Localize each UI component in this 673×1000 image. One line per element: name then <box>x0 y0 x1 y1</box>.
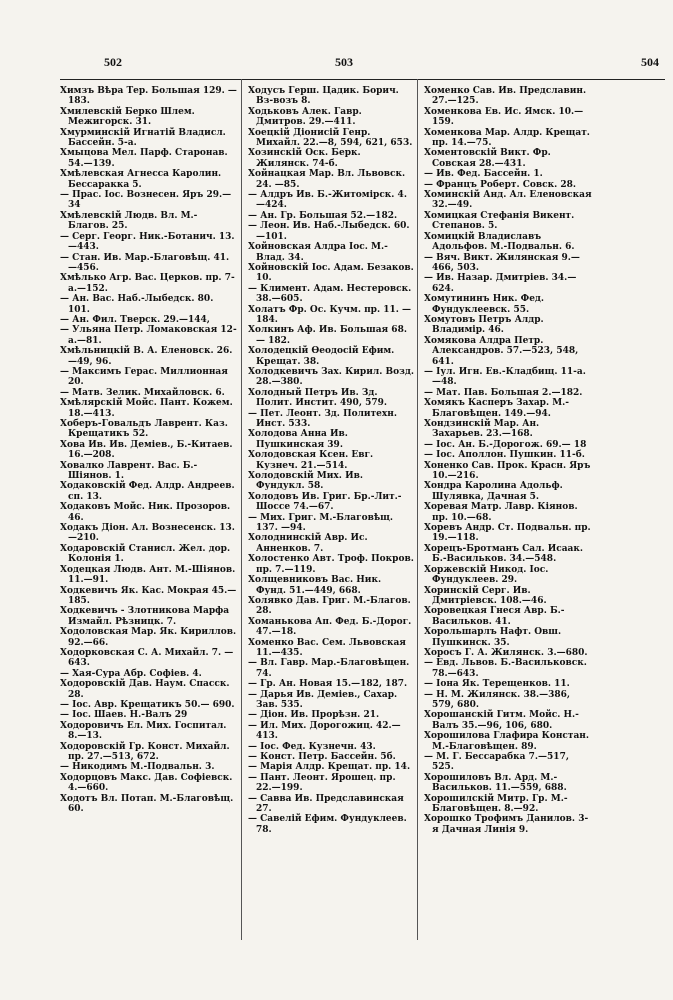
directory-entry: Ходоровскій Гр. Конст. Михайл. пр. 27.—513, 672. <box>60 741 230 762</box>
directory-entry: — Прас. Іос. Вознесен. Яръ 29.—34 <box>60 190 232 211</box>
directory-entry: — Хая-Сура Абр. Софіев. 4. <box>60 668 202 679</box>
directory-entry: Хорошко Трофимъ Данилов. 3-я Дачная Линія 9. <box>424 814 589 835</box>
directory-entry: Ходоловская Мар. Як. Кириллов. 92.—66. <box>60 627 237 648</box>
directory-entry: — Іос. Фед. Кузнечн. 43. <box>248 741 376 752</box>
directory-entry: — Стан. Ив. Мар.-Благовѣщ. 41.—456. <box>60 252 230 273</box>
directory-entry: Ходорковская С. А. Михайл. 7. —643. <box>60 647 234 669</box>
directory-entry: Ховалко Лаврент. Вас. Б.-Шіянов. 1. <box>60 460 198 482</box>
directory-entry: Хозинскій Оск. Берк. Жилянск. 74-б. <box>248 148 361 169</box>
directory-entry: Хорошилова Глафира Констан. М.-Благовѣщен. 89. <box>424 731 590 752</box>
directory-entry: — Мих. Григ. М.-Благовѣщ. 137. —94. <box>248 512 394 534</box>
directory-entry: Хомицкая Стефанія Викент. Степанов. 5. <box>424 210 575 232</box>
directory-entry: Ходусъ Герш. Цадик. Борич. Вз-возъ 8. <box>248 86 399 107</box>
directory-entry: Хоненко Сав. Прок. Красн. Яръ 10.—216. <box>424 460 591 482</box>
column-center <box>248 86 414 946</box>
directory-entry: Хорольшарлъ Нафт. Овш. Пушкинск. 35. <box>424 627 562 648</box>
directory-entry: Холодецкій Ѳеодосій Ефим. Крещат. 38. <box>248 346 395 367</box>
directory-entry: Хмѣлько Агр. Вас. Церков. пр. 7-а.—152. <box>60 273 235 294</box>
directory-entry: Ходотъ Вл. Потап. М.-Благовѣщ. 60. <box>60 793 234 815</box>
directory-entry: Хорошилскій Митр. Гр. М.-Благовѣщен. 8.—92. <box>424 793 568 815</box>
directory-entry: Хмыцова Мел. Парф. Старонав. 54.—139. <box>60 148 228 169</box>
directory-entry: — Францъ Роберт. Совск. 28. <box>424 179 577 190</box>
header-rule <box>60 79 665 80</box>
directory-entry: Хомякъ Касперъ Захар. М.-Благовѣщен. 149.—94. <box>424 398 570 419</box>
directory-entry: — Вяч. Викт. Жилянская 9.— 466, 503. <box>424 252 580 273</box>
directory-entry: Хоросъ Г. А. Жилянск. 3.—680. <box>424 647 588 658</box>
page-header <box>60 55 663 75</box>
directory-entry: — Ив. Фед. Бассейн. 1. <box>424 169 543 180</box>
directory-entry: Хоменкова Мар. Алдр. Крещат. пр. 14.—75. <box>424 127 590 149</box>
directory-entry: Хмѣлярскій Мойс. Пант. Кожем. 18.—413. <box>60 398 233 419</box>
directory-entry: — Дарья Ив. Деміев., Сахар. Зав. 535. <box>248 689 398 710</box>
directory-entry: Холатъ Фр. Ос. Кучм. пр. 11. —184. <box>248 304 412 325</box>
directory-entry: Ходкевичъ Як. Кас. Мокрая 45.— 185. <box>60 585 237 606</box>
directory-entry: Хойнацкая Мар. Вл. Львовск. 24. —85. <box>248 169 406 190</box>
column-right <box>424 86 592 946</box>
directory-entry: Хоманькова Ап. Фед. Б.-Дорог. 47.—18. <box>248 616 412 638</box>
directory-entry: Холодный Петръ Ив. Зд. Полит. Инстит. 490, 579. <box>248 387 388 409</box>
directory-entry: Хоменко Вас. Сем. Львовская 11.—435. <box>248 637 406 658</box>
directory-entry: — Савелій Ефим. Фундуклеев. 78. <box>248 814 407 835</box>
directory-entry: — Ив. Назар. Дмитріев. 34.— 624. <box>424 273 577 294</box>
directory-entry: Хова Ив. Ив. Деміев., Б.-Китаев. 16.—208. <box>60 439 233 461</box>
directory-entry: Хомутовъ Петръ Алдр. Владимір. 46. <box>424 314 544 336</box>
directory-entry: Хомякова Алдра Петр. Александров. 57.—523, 548, 641. <box>424 335 579 367</box>
directory-entry: — М. Г. Бессарабка 7.—517, 525. <box>424 752 569 773</box>
directory-entry: Хмѣлевская Агнесса Каролин. Бессаракка 5. <box>60 169 222 190</box>
directory-entry: Хомутининъ Ник. Фед. Фундуклеевск. 55. <box>424 294 545 315</box>
directory-entry: Хоменкова Ев. Ис. Ямск. 10.— 159. <box>424 106 584 128</box>
directory-entry: Хондзинскій Мар. Ан. Захарьев. 23.—168. <box>424 419 540 440</box>
directory-entry: Холодова Анна Ив. Пушкинская 39. <box>248 429 348 450</box>
directory-entry: — Вл. Гавр. Мар.-Благовѣщен. 74. <box>248 658 410 679</box>
directory-entry: Холоднинскій Авр. Ис. Анненков. 7. <box>248 533 368 554</box>
column-divider <box>241 79 242 940</box>
directory-entry: Ходакъ Діон. Ал. Вознесенск. 13. —210. <box>60 523 235 544</box>
directory-entry: Ходоровичъ Ел. Мих. Госпитал. 8.—13. <box>60 720 227 742</box>
directory-entry: Холодовскій Мих. Ив. Фундукл. 58. <box>248 471 363 492</box>
directory-entry: Ходаровскій Станисл. Жел. дор. Колонія 1. <box>60 543 231 565</box>
directory-entry: — Мат. Пав. Большая 2.—182. <box>424 387 583 398</box>
directory-entry: — Іона Як. Терещенков. 11. <box>424 679 570 690</box>
directory-entry: — Евд. Львов. Б.-Васильковск. 78.—643. <box>424 658 587 679</box>
directory-entry: — Марія Алдр. Крещат. пр. 14. <box>248 762 411 773</box>
directory-entry: — Іос. Аполлон. Пушкин. 11-б. <box>424 450 585 461</box>
directory-entry: Хоменко Сав. Ив. Предславин. 27.—125. <box>424 86 587 107</box>
directory-entry: Хойновская Алдра Іос. М.-Влад. 34. <box>248 242 388 263</box>
directory-entry: Ходецкая Людв. Ант. М.-Шіянов. 11.—91. <box>60 564 236 586</box>
directory-entry: Хоберъ-Говальдъ Лаврент. Каз. Крещатикъ 52. <box>60 419 228 440</box>
directory-entry: Хоецкій Діонисій Генр. Михайл. 22.—8, 594, 621, 653. <box>248 127 413 149</box>
directory-entry: — Ан. Вас. Наб.-Лыбедск. 80. 101. <box>60 294 214 315</box>
directory-entry: — Конст. Петр. Бассейн. 5б. <box>248 752 396 762</box>
directory-entry: Хомицкій Владиславъ Адольфов. М.-Подвальн. 6. <box>424 231 575 253</box>
directory-entry: — Максимъ Герас. Миллионная 20. <box>60 366 228 388</box>
directory-entry: — Серг. Георг. Ник.-Ботанич. 13.—443. <box>60 231 235 253</box>
directory-entry: — Діон. Ив. Прорѣзн. 21. <box>248 710 380 721</box>
directory-entry: — Іос. Авр. Крещатикъ 50.— 690. <box>60 699 235 710</box>
directory-entry: Хондра Каролина Адольф. Шулявка, Дачная 5. <box>424 481 563 502</box>
directory-entry: — Ан. Гр. Большая 52.—182. <box>248 210 398 221</box>
page-number-center: 503 <box>335 55 353 69</box>
directory-entry: — Ан. Фил. Тверск. 29.—144, <box>60 314 210 325</box>
directory-entry: Хмилевскій Берко Шлем. Межигорск. 31. <box>60 106 195 128</box>
directory-entry: Хорецъ-Бротманъ Сал. Исаак. Б.-Васильков. 34.—548. <box>424 543 584 565</box>
directory-entry: Холодовъ Ив. Григ. Бр.-Лит.-Шоссе 74.—67. <box>248 491 402 513</box>
directory-entry: Ходорцовъ Макс. Дав. Софіевск. 4.—660. <box>60 772 233 794</box>
directory-entry: — Климент. Адам. Нестеровск. 38.—605. <box>248 283 412 305</box>
directory-entry: Ходаковъ Мойс. Ник. Прозоров. 46. <box>60 502 231 523</box>
directory-entry: Хорошиловъ Вл. Ард. М.-Васильков. 11.—559, 688. <box>424 772 567 794</box>
column-left <box>60 86 238 946</box>
column-divider <box>417 79 418 940</box>
directory-entry: Ходоровскій Дав. Наум. Спасск. 28. <box>60 679 230 700</box>
directory-entry: Хмѣльницкій В. А. Еленовск. 26. —49, 96. <box>60 346 233 367</box>
directory-entry: — Пет. Леонт. Зд. Политехн. Инст. 533. <box>248 408 397 429</box>
directory-entry: — Іос. Ан. Б.-Дорогож. 69.— 18 <box>424 439 587 450</box>
directory-entry: — Матв. Зелик. Михайловск. 6. <box>60 387 225 398</box>
directory-entry: Хоминскій Анд. Ал. Еленовская 32.—49. <box>424 190 592 211</box>
directory-entry: — Іул. Игн. Ев.-Кладбищ. 11-а. —48. <box>424 366 586 388</box>
directory-entry: — Никодимъ М.-Подвальн. 3. <box>60 762 215 773</box>
directory-entry: Ходкевичъ - Злотникова Марфа Измайл. Рѣзницк. 7. <box>60 606 230 627</box>
directory-entry: Химзъ Вѣра Тер. Большая 129. —183. <box>60 86 237 107</box>
directory-entry: Хоревая Матр. Лавр. Кіянов. пр. 10.—68. <box>424 502 578 523</box>
directory-entry: Холщевниковъ Вас. Ник. Фунд. 51.—449, 668. <box>248 575 382 596</box>
directory-entry: Холкинъ Аф. Ив. Большая 68.— 182. <box>248 325 407 346</box>
directory-entry: — Н. М. Жилянск. 38.—386, 579, 680. <box>424 689 571 710</box>
page-number-right: 504 <box>641 55 659 69</box>
directory-entry: Холодовская Ксен. Евг. Кузнеч. 21.—514. <box>248 450 374 471</box>
directory-entry: Хорошанскій Гитм. Мойс. Н.-Валъ 35.—96, 106, 680. <box>424 710 579 731</box>
directory-entry: Хоментовскій Викт. Фр. Совская 28.—431. <box>424 148 551 169</box>
directory-entry: — Гр. Ан. Новая 15.—182, 187. <box>248 679 408 690</box>
directory-entry: Холявко Дав. Григ. М.-Благов. 28. <box>248 595 411 617</box>
directory-entry: — Ульяна Петр. Ломаковская 12-а.—81. <box>60 325 237 346</box>
directory-entry: — Пант. Леонт. Ярошец. пр. 22.—199. <box>248 772 396 794</box>
directory-entry: Хмѣлевскій Людв. Вл. М.-Благов. 25. <box>60 210 198 232</box>
directory-entry: — Леон. Ив. Наб.-Лыбедск. 60. —101. <box>248 221 410 242</box>
directory-entry: Хоринскій Серг. Ив. Дмитріевск. 108.—46. <box>424 585 547 606</box>
directory-entry: — Савва Ив. Предславинская 27. <box>248 793 404 815</box>
directory-entry: Ходьковъ Алек. Гавр. Дмитров. 29.—411. <box>248 106 362 128</box>
directory-entry: Холостенко Авт. Троф. Покров. пр. 7.—119. <box>248 554 414 575</box>
directory-entry: — Ил. Мих. Дорогожиц. 42.— 413. <box>248 720 401 742</box>
directory-entry: Холодкевичъ Зах. Кирил. Возд. 28.—380. <box>248 366 414 388</box>
directory-entry: Хоржевскій Никод. Іос. Фундуклеев. 29. <box>424 564 549 586</box>
directory-entry: Хойновскій Іос. Адам. Безаков. 10. <box>248 262 414 284</box>
page-number-left: 502 <box>104 55 122 69</box>
directory-entry: Ходаковскій Фед. Алдр. Андреев. сп. 13. <box>60 481 235 502</box>
directory-entry: Хмурминскій Игнатій Владисл. Бассейн. 5-а. <box>60 127 226 149</box>
directory-entry: Хоревъ Андр. Ст. Подвальн. пр. 19.—118. <box>424 523 591 544</box>
directory-entry: Хоровецкая Гнеся Авр. Б.-Васильков. 41. <box>424 606 565 627</box>
directory-entry: — Алдръ Ив. Б.-Житомірск. 4. —424. <box>248 190 407 211</box>
directory-entry: — Іос. Шаев. Н.-Валъ 29 <box>60 710 188 721</box>
